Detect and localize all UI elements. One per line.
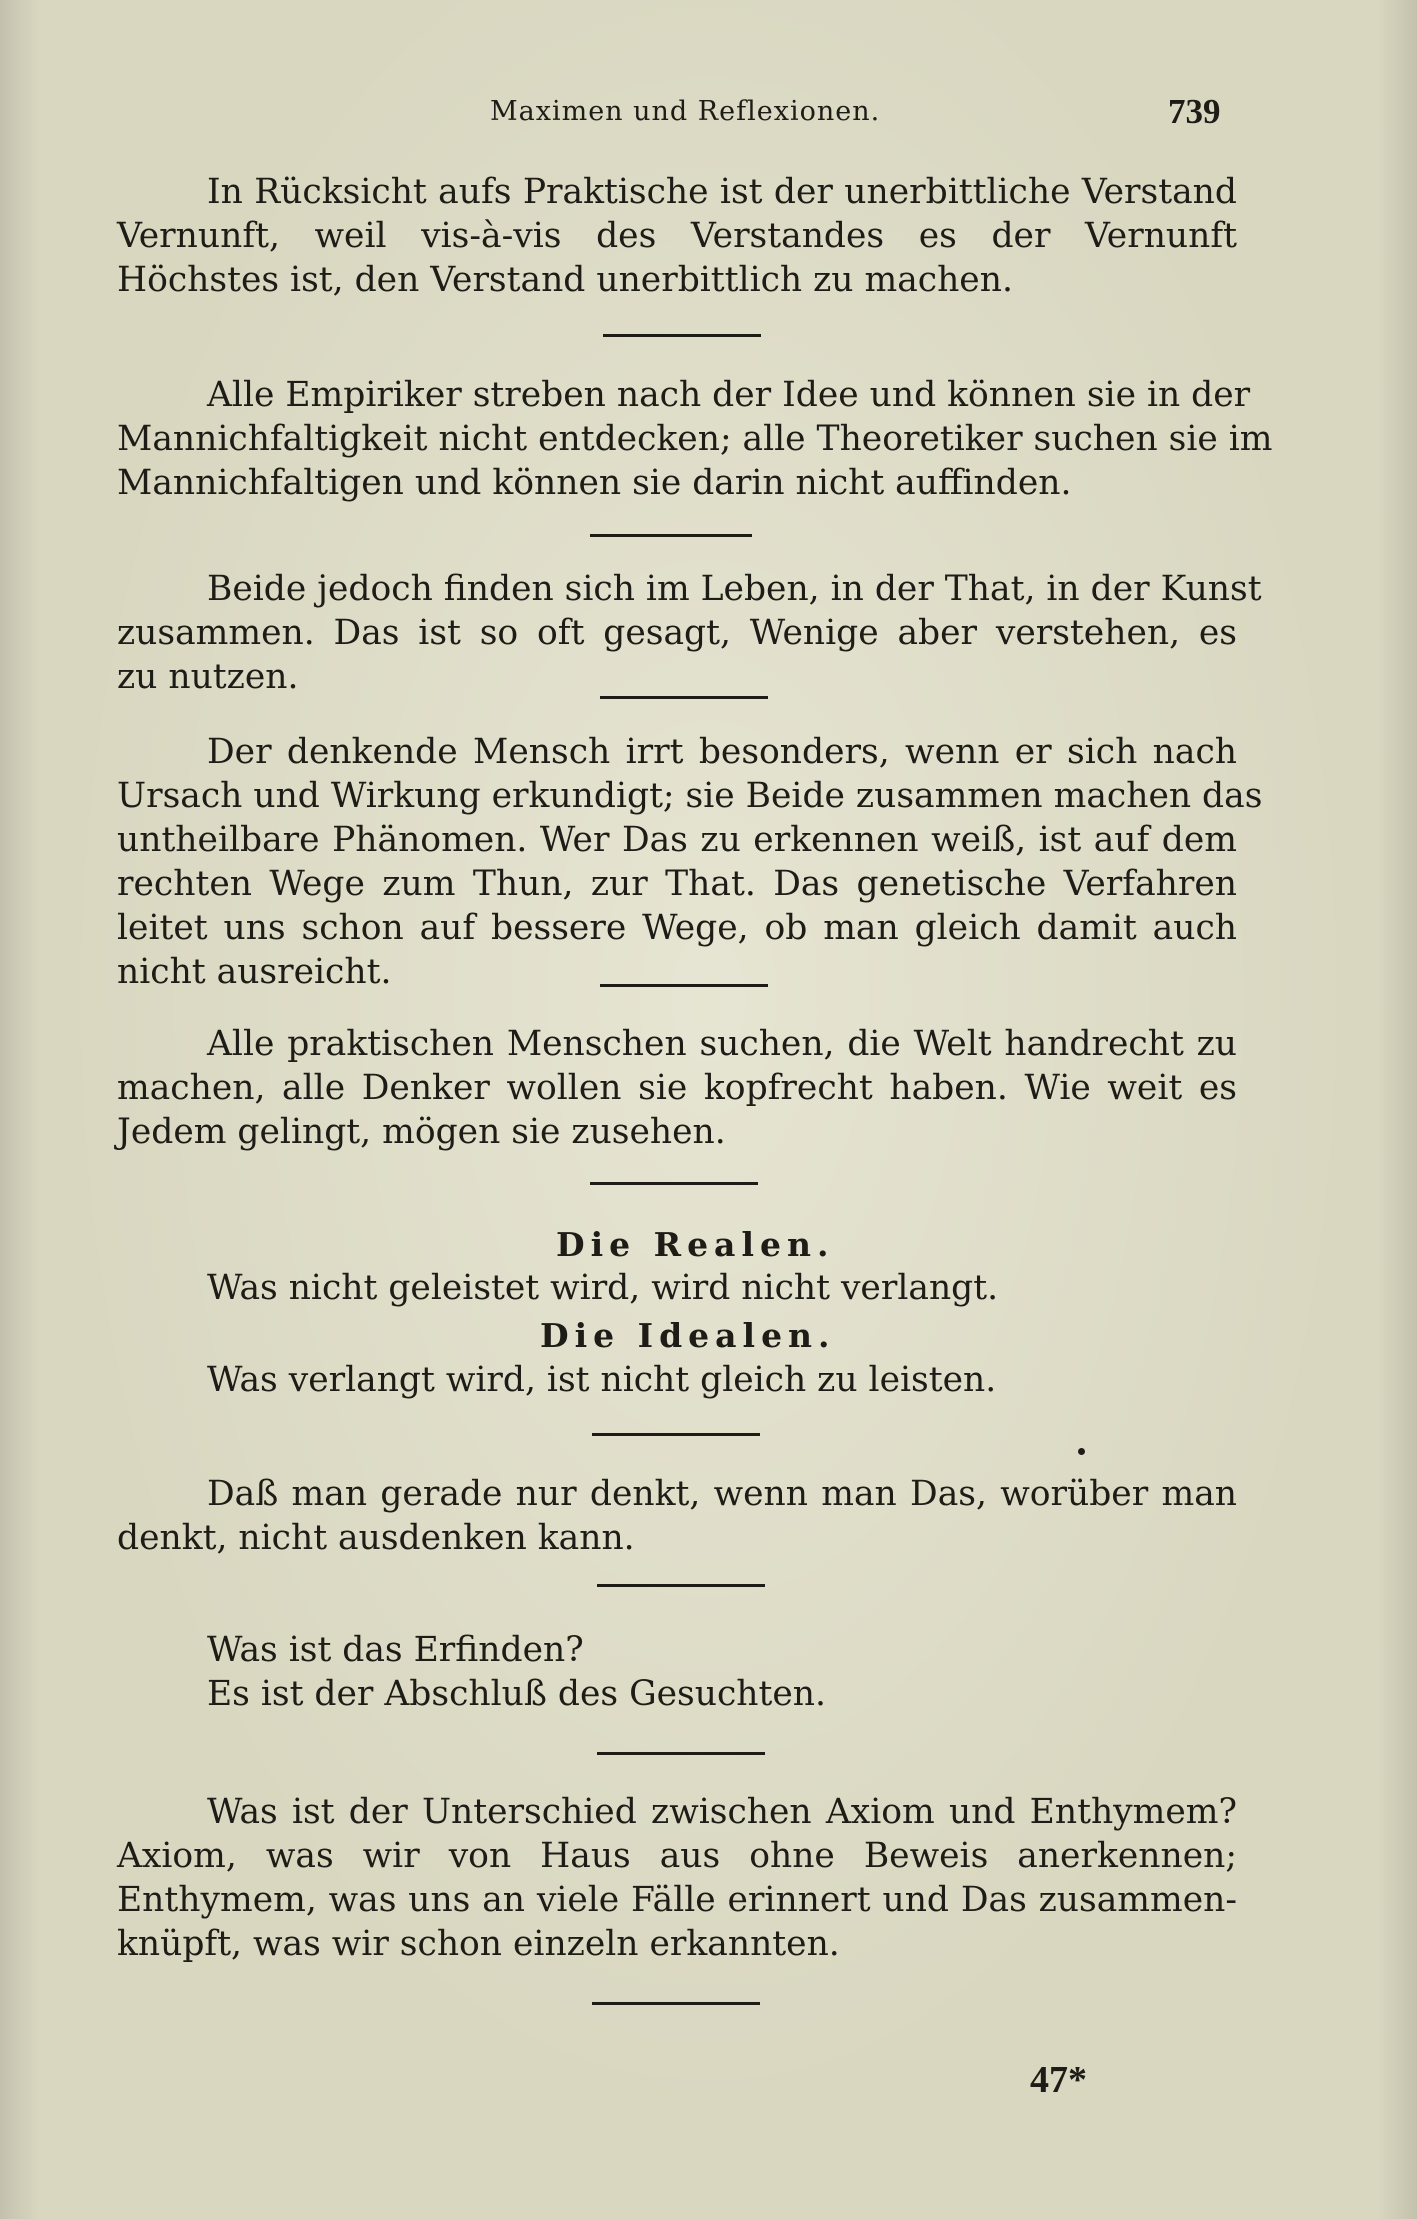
- text-line: Es ist der Abschluß des Gesuchten.: [207, 1674, 826, 1714]
- text-line: knüpft, was wir schon einzeln erkannten.: [117, 1924, 840, 1964]
- text-line: leitet uns schon auf bessere Wege, ob man gleich damit auch: [117, 908, 1237, 948]
- text-line: Höchstes ist, den Verstand unerbittlich zu machen.: [117, 260, 1013, 300]
- signature-mark: 47*: [1030, 2059, 1087, 2101]
- section-divider: [592, 1433, 760, 1436]
- idealen-text-block: [117, 1358, 1237, 1402]
- realen-text: Was nicht geleistet wird, wird nicht verlangt.: [207, 1268, 999, 1308]
- realen-text-block: [117, 1266, 1237, 1310]
- running-title: Maximen und Reflexionen.: [490, 96, 881, 127]
- paragraph-8: [117, 1790, 1237, 1966]
- section-divider: [590, 1182, 758, 1185]
- text-line: Alle praktischen Menschen suchen, die Welt handrecht zu: [207, 1024, 1237, 1064]
- page-number: 739: [1168, 92, 1221, 131]
- text-line: Alle Empiriker streben nach der Idee und können sie in der: [207, 375, 1251, 415]
- text-line: Vernunft, weil vis-à-vis des Verstandes es der Vernunft: [117, 216, 1237, 256]
- text-line: nicht ausreicht.: [117, 952, 392, 992]
- paragraph-4: [117, 730, 1263, 994]
- section-divider: [592, 2002, 760, 2005]
- text-line: Daß man gerade nur denkt, wenn man Das, worüber man: [207, 1474, 1237, 1514]
- ink-speck: [1078, 1448, 1085, 1455]
- section-divider: [597, 1584, 765, 1587]
- text-line: denkt, nicht ausdenken kann.: [117, 1518, 635, 1558]
- section-divider: [597, 1752, 765, 1755]
- paragraph-2: [117, 373, 1273, 505]
- text-line: Was ist das Erfinden?: [207, 1630, 584, 1670]
- text-line: Jedem gelingt, mögen sie zusehen.: [117, 1112, 726, 1152]
- text-line: zu nutzen.: [117, 657, 299, 697]
- section-divider: [590, 534, 752, 537]
- text-line: Axiom, was wir von Haus aus ohne Beweis anerkennen;: [117, 1836, 1237, 1876]
- paragraph-1: [117, 170, 1237, 302]
- idealen-heading: Die Idealen.: [540, 1316, 836, 1355]
- text-line: untheilbare Phänomen. Wer Das zu erkennen weiß, ist auf dem: [117, 820, 1237, 860]
- text-line: Mannichfaltigkeit nicht entdecken; alle Theoretiker suchen sie im: [117, 419, 1273, 459]
- paragraph-5: [117, 1022, 1237, 1154]
- section-divider: [600, 696, 768, 699]
- idealen-text: Was verlangt wird, ist nicht gleich zu leisten.: [207, 1360, 997, 1400]
- section-divider: [603, 334, 761, 337]
- text-line: machen, alle Denker wollen sie kopfrecht haben. Wie weit es: [117, 1068, 1237, 1108]
- text-line: rechten Wege zum Thun, zur That. Das genetische Verfahren: [117, 864, 1237, 904]
- paragraph-7: [117, 1628, 1237, 1716]
- text-line: Ursach und Wirkung erkundigt; sie Beide zusammen machen das: [117, 776, 1263, 816]
- paragraph-3: [117, 567, 1262, 699]
- text-line: Beide jedoch finden sich im Leben, in der That, in der Kunst: [207, 569, 1262, 609]
- realen-heading: Die Realen.: [556, 1225, 835, 1264]
- text-line: zusammen. Das ist so oft gesagt, Wenige aber verstehen, es: [117, 613, 1237, 653]
- text-line: Was ist der Unterschied zwischen Axiom und Enthymem?: [207, 1792, 1237, 1832]
- text-line: Der denkende Mensch irrt besonders, wenn er sich nach: [207, 732, 1237, 772]
- text-line: In Rücksicht aufs Praktische ist der unerbittliche Verstand: [207, 172, 1237, 212]
- text-line: Mannichfaltigen und können sie darin nicht auffinden.: [117, 463, 1072, 503]
- section-divider: [600, 984, 768, 987]
- paragraph-6: [117, 1472, 1237, 1560]
- text-line: Enthymem, was uns an viele Fälle erinnert und Das zusammen-: [117, 1880, 1237, 1920]
